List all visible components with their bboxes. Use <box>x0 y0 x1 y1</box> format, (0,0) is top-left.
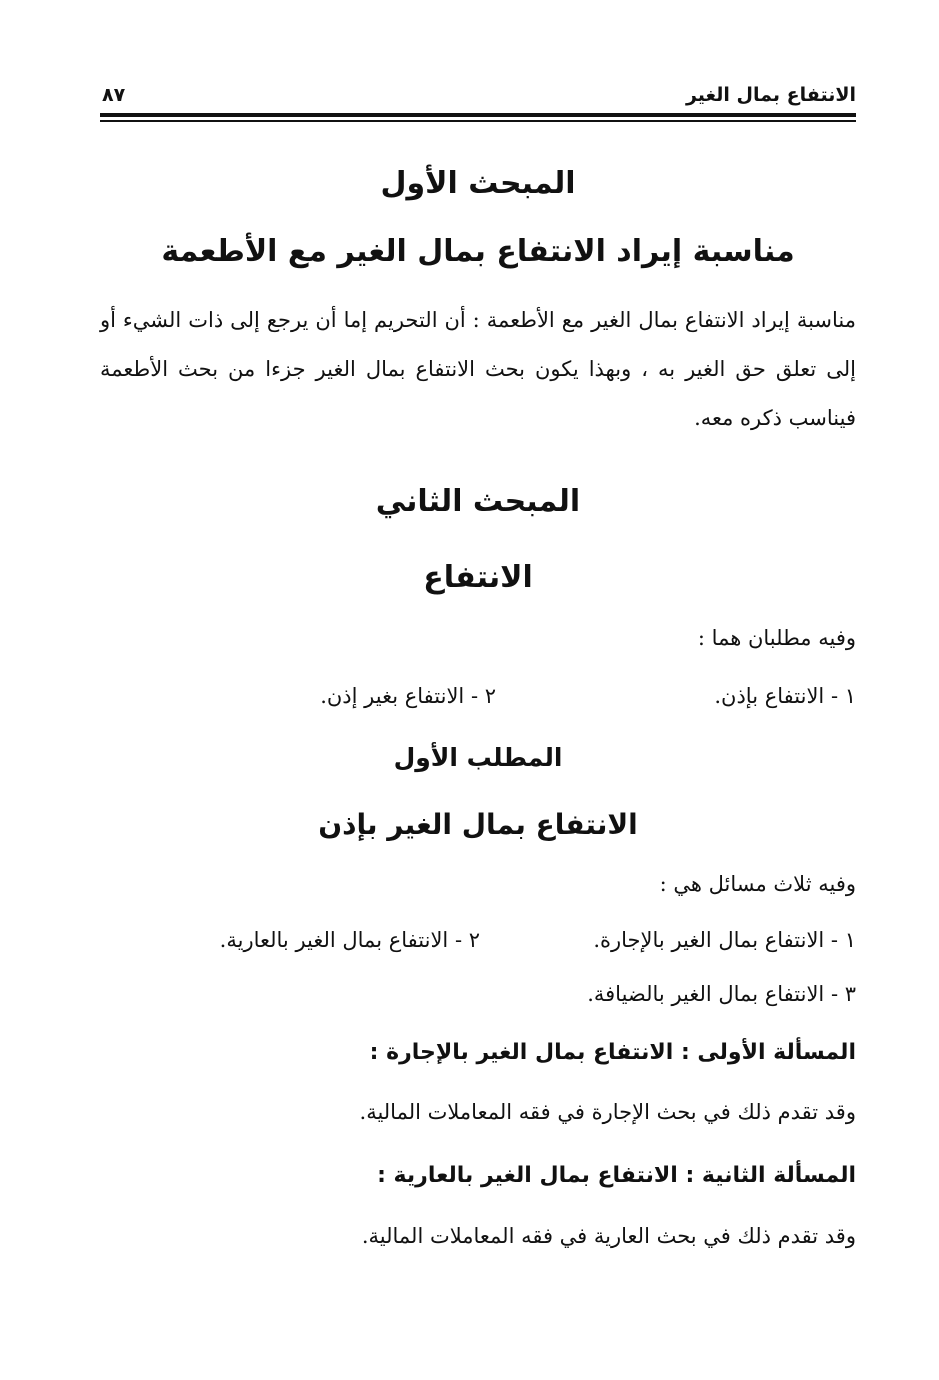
matlab1-item-3: ٣ - الانتفاع بمال الغير بالضيافة. <box>587 982 856 1006</box>
masala1-heading: المسألة الأولى : الانتفاع بمال الغير بالإجارة : <box>369 1040 856 1065</box>
section2-item-1: ١ - الانتفاع بإذن. <box>714 684 856 708</box>
section1-paragraph: مناسبة إيراد الانتفاع بمال الغير مع الأطعمة : أن التحريم إما أن يرجع إلى ذات الشيء أو إلى تعلق حق الغير به ، وبهذا يكون بحث الانتفاع بمال الغير جزءا من بحث الأطعمة فيناسب ذكره معه. <box>100 308 856 430</box>
header-rule <box>100 113 856 123</box>
matlab1-item-1: ١ - الانتفاع بمال الغير بالإجارة. <box>593 928 856 952</box>
section2-intro: وفيه مطلبان هما : <box>697 626 856 650</box>
running-header <box>100 78 856 118</box>
matlab1-subtitle: الانتفاع بمال الغير بإذن <box>318 808 638 841</box>
section2-title: المبحث الثاني <box>375 484 581 519</box>
section1-title: المبحث الأول <box>380 166 576 201</box>
masala2-heading: المسألة الثانية : الانتفاع بمال الغير بالعارية : <box>377 1163 856 1188</box>
page-number: ٨٧ <box>102 84 126 106</box>
matlab1-item-2: ٢ - الانتفاع بمال الغير بالعارية. <box>219 928 480 952</box>
masala1-text: وقد تقدم ذلك في بحث الإجارة في فقه المعاملات المالية. <box>359 1100 856 1124</box>
book-page <box>100 0 856 1380</box>
section2-subtitle: الانتفاع <box>423 560 533 595</box>
masala2-text: وقد تقدم ذلك في بحث العارية في فقه المعاملات المالية. <box>361 1224 856 1248</box>
matlab1-title: المطلب الأول <box>393 743 563 772</box>
section1-subtitle: مناسبة إيراد الانتفاع بمال الغير مع الأطعمة <box>161 234 795 269</box>
running-title: الانتفاع بمال الغير <box>685 84 856 106</box>
matlab1-intro: وفيه ثلاث مسائل هي : <box>659 872 856 896</box>
section2-item-2: ٢ - الانتفاع بغير إذن. <box>320 684 496 708</box>
